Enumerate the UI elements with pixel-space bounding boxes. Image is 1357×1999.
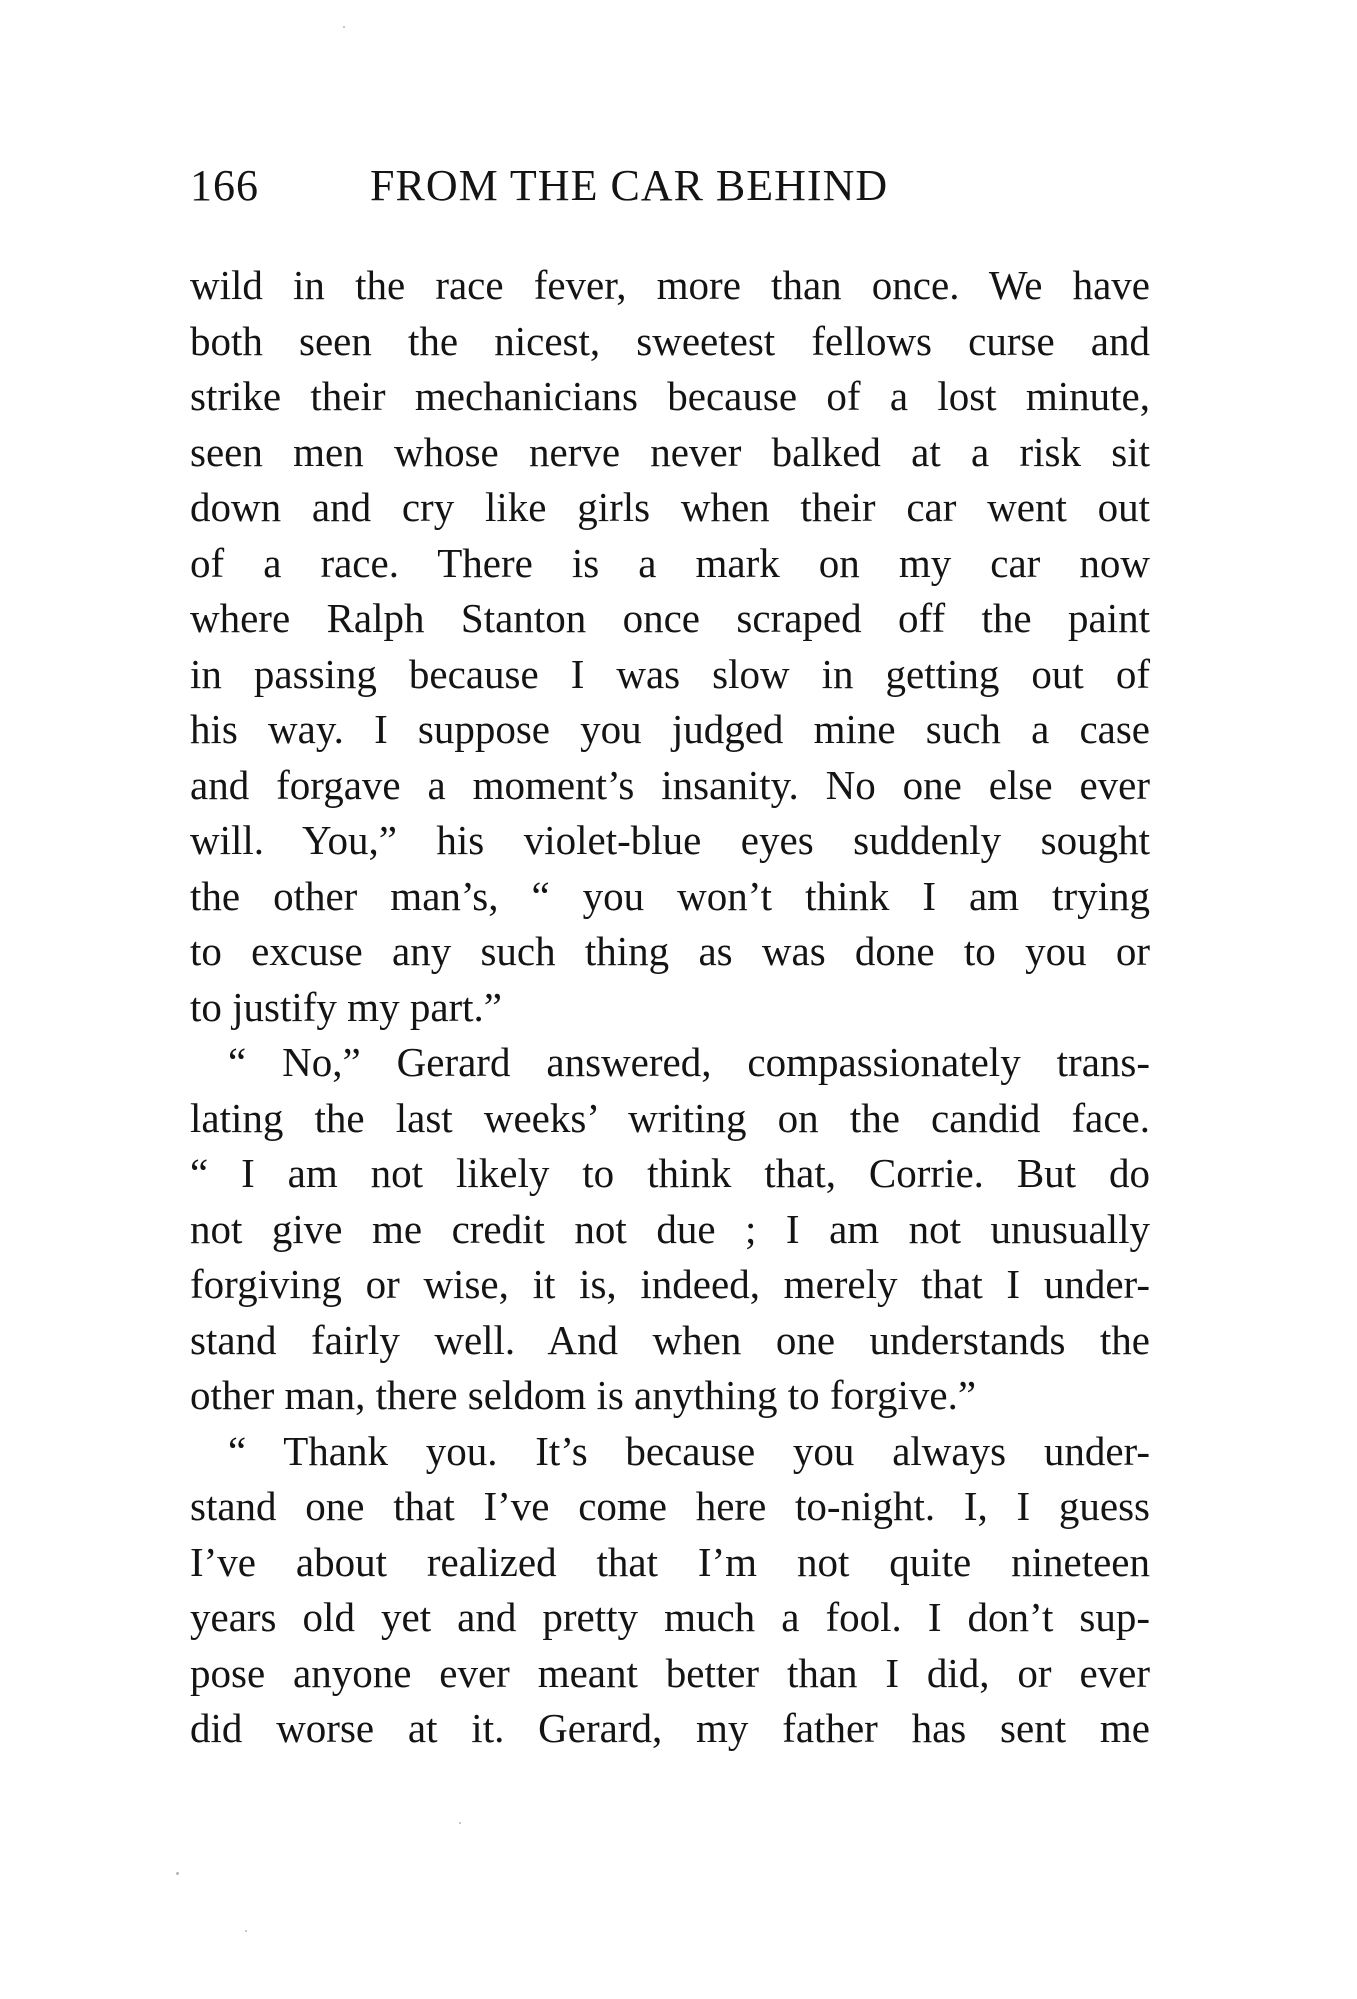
text-line: other man, there seldom is anything to forgive.” xyxy=(190,1372,977,1418)
text-line: “ I am not likely to think that, Corrie. But do xyxy=(190,1150,1150,1196)
text-line: lating the last weeks’ writing on the candid face. xyxy=(190,1094,1150,1141)
running-title: FROM THE CAR BEHIND xyxy=(370,161,889,210)
page-number: 166 xyxy=(190,161,259,210)
text-line: to justify my part.” xyxy=(190,983,503,1030)
body-text xyxy=(190,258,1150,1757)
text-line: down and cry like girls when their car went out xyxy=(190,484,1150,530)
text-line: where Ralph Stanton once scraped off the paint xyxy=(190,595,1150,641)
text-line: strike their mechanicians because of a lost minute, xyxy=(190,373,1150,419)
text-line: years old yet and pretty much a fool. I don’t sup- xyxy=(190,1594,1150,1640)
paper-speck xyxy=(459,1822,461,1824)
text-line: stand one that I’ve come here to-night. I, I guess xyxy=(190,1483,1150,1529)
text-line: will. You,” his violet-blue eyes suddenly sought xyxy=(190,817,1150,863)
text-line: in passing because I was slow in getting out of xyxy=(190,650,1150,697)
text-line: I’ve about realized that I’m not quite nineteen xyxy=(190,1538,1150,1585)
text-line: his way. I suppose you judged mine such a case xyxy=(190,706,1150,752)
running-header xyxy=(190,160,1150,220)
paper-speck xyxy=(245,1930,247,1932)
text-line: both seen the nicest, sweetest fellows curse and xyxy=(190,317,1150,364)
paper-speck xyxy=(343,26,345,28)
text-line: forgiving or wise, it is, indeed, merely that I under- xyxy=(190,1261,1150,1307)
text-line: not give me credit not due ; I am not unusually xyxy=(190,1205,1150,1252)
text-line: to excuse any such thing as was done to you or xyxy=(190,928,1150,974)
text-line: “ Thank you. It’s because you always under- xyxy=(228,1427,1150,1474)
text-line: and forgave a moment’s insanity. No one else ever xyxy=(190,761,1150,808)
text-line: of a race. There is a mark on my car now xyxy=(190,539,1150,586)
paper-speck xyxy=(176,1872,179,1875)
text-line: did worse at it. Gerard, my father has sent me xyxy=(190,1705,1150,1751)
text-line: “ No,” Gerard answered, compassionately trans- xyxy=(228,1039,1150,1085)
text-line: the other man’s, “ you won’t think I am trying xyxy=(190,872,1150,919)
text-line: pose anyone ever meant better than I did, or ever xyxy=(190,1649,1150,1696)
text-line: stand fairly well. And when one understands the xyxy=(190,1316,1150,1363)
text-line: wild in the race fever, more than once. We have xyxy=(190,262,1150,308)
text-line: seen men whose nerve never balked at a risk sit xyxy=(190,428,1150,475)
